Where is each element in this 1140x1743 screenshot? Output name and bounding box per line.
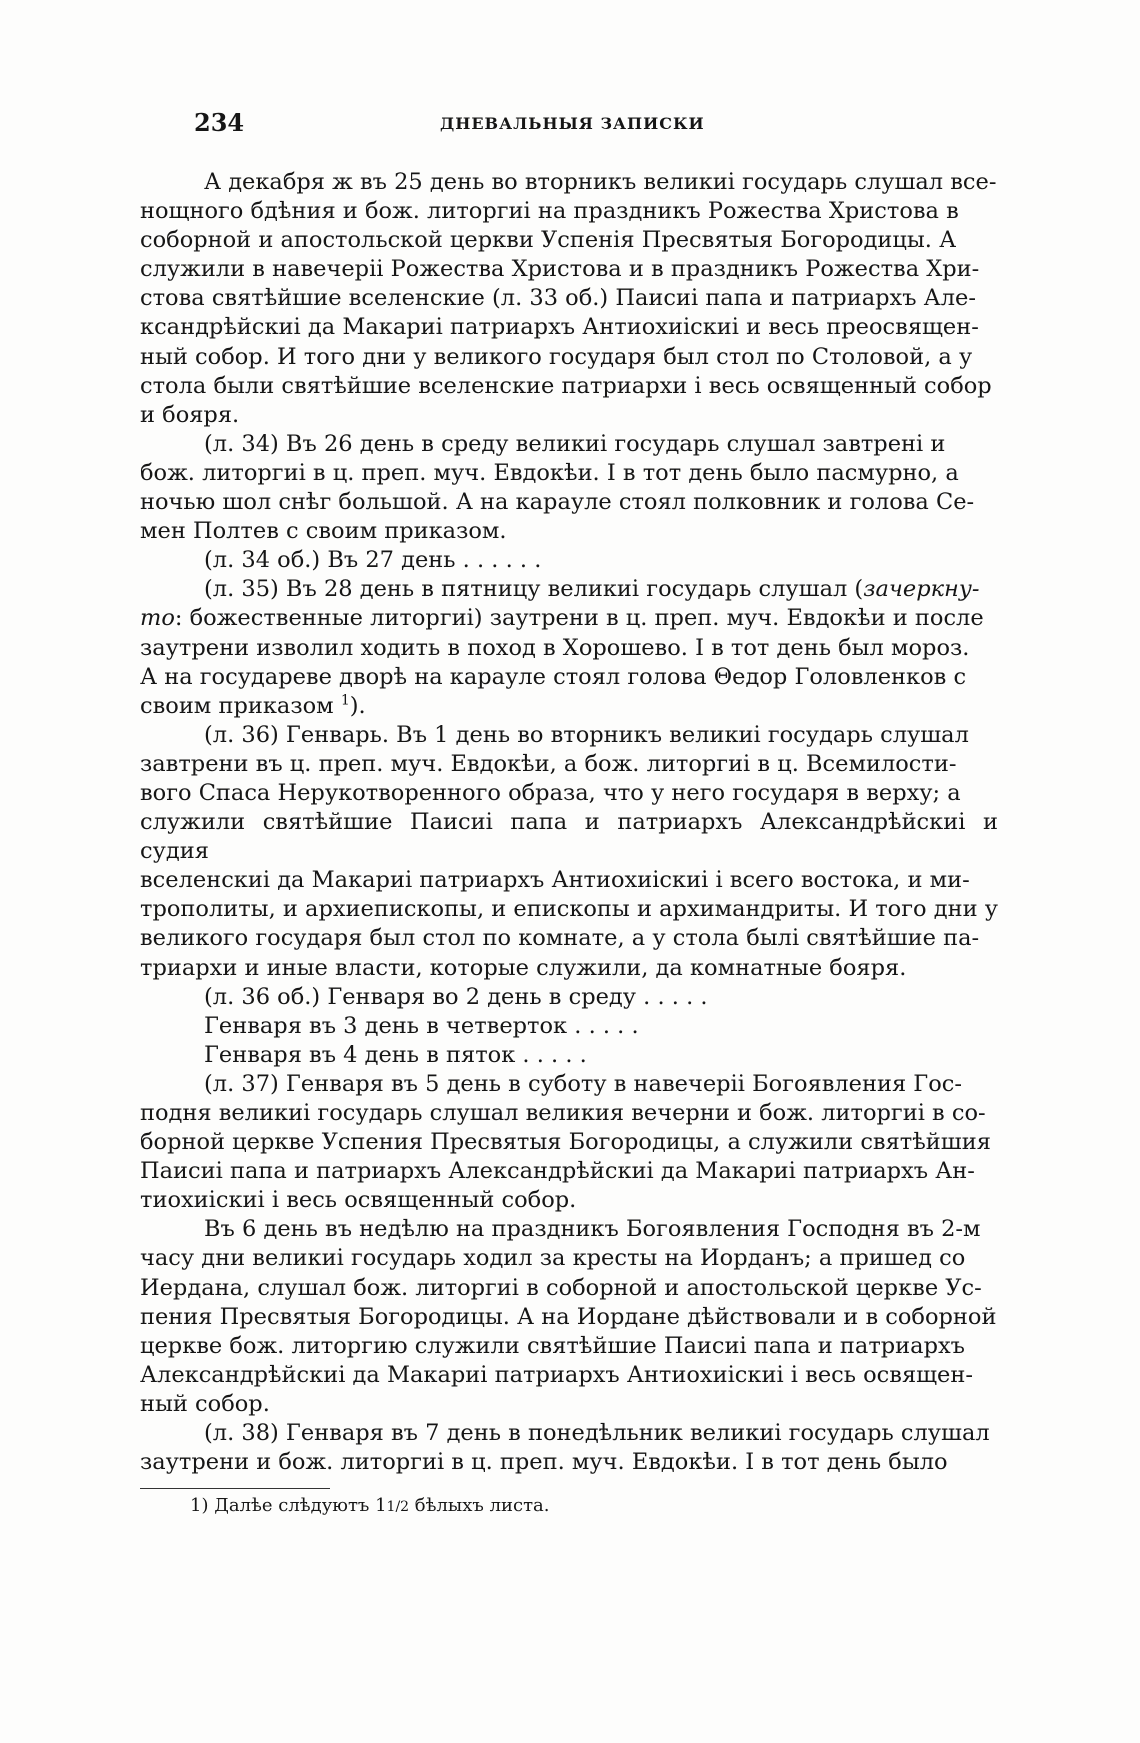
footnote-marker: 1) [190, 1495, 209, 1516]
paragraph-text: (л. 35) Въ 28 день в пятницу великиі государь слушал ( [204, 576, 864, 603]
paragraph: (л. 34) Въ 26 день в среду великиі государь слушал завтрені и бож. литоргиі в ц. преп. муч. Евдокѣи. І в тот день было пасмурно, а ночью шол снѣг большой. А на карауле стоял полковник и голова Се- мен Полтев с своим приказом. [140, 430, 975, 545]
paragraph: Генваря въ 4 день в пяток . . . . . [204, 1041, 587, 1068]
footnote-fraction: 1/2 [386, 1499, 410, 1515]
page-number: 234 [194, 108, 245, 137]
footnote-text: Далѣе слѣдуютъ 1 [214, 1495, 387, 1516]
paragraph [140, 575, 998, 720]
paragraph: (л. 37) Генваря въ 5 день в суботу в навечеріі Богоявления Гос- подня великиі государь слушал великия вечерни и бож. литоргиі в со- борной церкве Успения Пресвятыя Богородицы, а служили святѣйшия Паисиі папа и патриархъ Александрѣйскиі да Макариі патриархъ Ан- тиохиіскиі і весь освященный собор. [140, 1070, 991, 1214]
footnote-reference: 1 [340, 692, 350, 709]
paragraph: А декабря ж въ 25 день во вторникъ великиі государь слушал все- нощного бдѣния и бож. литоргиі на праздникъ Рожества Христова в соборной и апостольской церкви Успенія Пресвятыя Богородицы. А служили в навечеріі Рожества Христова и в праздникъ Рожества Хри- стова святѣйшие вселенские (л. 33 об.) Паисиі папа и патриархъ Але- ксандрѣйскиі да Макариі патриархъ Антиохиіскиі и весь преосвящен- ный собор. И того дни у великого государя был стол по Столовой, а у стола были святѣйшие вселенские патриархи і весь освященный собор и бояря. [140, 169, 997, 428]
footnote-text: бѣлыхъ листа. [409, 1495, 550, 1516]
running-title: ДНЕВАЛЬНЫЯ ЗАПИСКИ [440, 114, 705, 133]
paragraph: Генваря въ 3 день в четверток . . . . . [204, 1012, 639, 1039]
footnote [190, 1495, 550, 1516]
body-text [140, 168, 998, 1477]
footnote-divider [140, 1488, 330, 1489]
paragraph: (л. 36) Генварь. Въ 1 день во вторникъ великиі государь слушал завтрени въ ц. преп. муч. Евдокѣи, а бож. литоргиі в ц. Всемилости- вого Спаса Нерукотворенного образа, что у него государя в верху; а служили святѣйшие Паисиі папа и патриархъ Александрѣйскиі и судия вселенскиі да Макариі патриархъ Антиохиіскиі і всего востока, и ми- трополиты, и архиепископы, и епископы и архимандриты. И того дни у великого государя был стол по комнате, а у стола былі святѣйшие па- триархи и иные власти, которые служили, да комнатные бояря. [140, 721, 998, 981]
paragraph: (л. 36 об.) Генваря во 2 день в среду . . . . . [204, 983, 708, 1010]
page-header [190, 108, 998, 142]
paragraph: (л. 34 об.) Въ 27 день . . . . . . [204, 547, 542, 574]
paragraph-text: ). [349, 692, 366, 719]
paragraph: Въ 6 день въ недѣлю на праздникъ Богоявления Господня въ 2-м часу дни великиі государь ходил за кресты на Иорданъ; а пришед со Иердана, слушал бож. литоргиі в соборной и апостольской церкве Ус- пения Пресвятыя Богородицы. А на Иордане дѣйствовали и в соборной церкве бож. литоргию служили святѣйшие Паисиі папа и патриархъ Александрѣйскиі да Макариі патриархъ Антиохиіскиі і весь освящен- ный собор. [140, 1216, 997, 1417]
paragraph: (л. 38) Генваря въ 7 день в понедѣльник великиі государь слушал заутрени и бож. литоргиі в ц. преп. муч. Евдокѣи. І в тот день было [140, 1420, 990, 1476]
paragraph-text: : божественные литоргиі) заутрени в ц. преп. муч. Евдокѣи и после заутрени изволил ходить в поход в Хорошево. І в тот день был мороз. А на государеве дворѣ на карауле стоял голова Θедор Головленков с своим приказом [140, 605, 984, 719]
italic-note: зачеркну- то [140, 576, 980, 632]
